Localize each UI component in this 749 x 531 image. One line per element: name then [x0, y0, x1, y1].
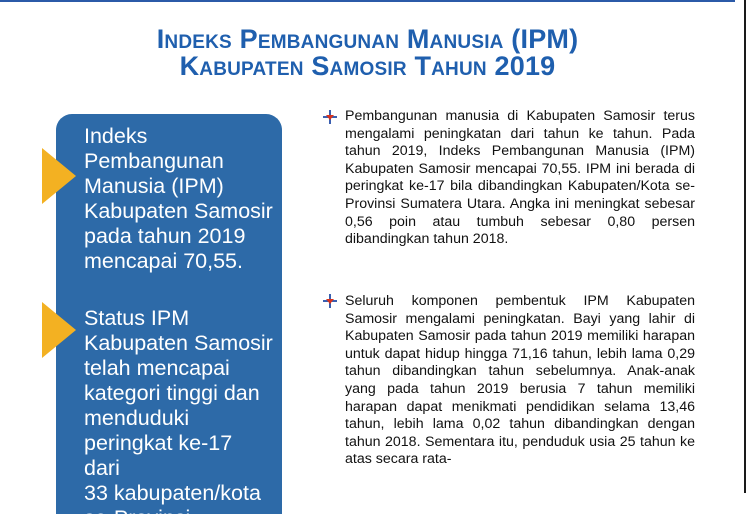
top-rule	[0, 0, 735, 2]
highlight-text: Status IPM Kabupaten Samosir telah mencapai kategori tinggi dan menduduki peringkat ke-17 dari 33 kabupaten/kota se-Provinsi	[84, 306, 273, 530]
paragraph: Seluruh komponen pembentuk IPM Kabupaten Samosir mengalami peningkatan. Bayi yang lahir di Kabupaten Samosir pada tahun 2019 memiliki harapan untuk dapat hidup hingga 71,16 tahun, lebih lama 0,29 tahun dibandingkan tahun sebelumnya. Anak-anak yang pada tahun 2019 berusia 7 tahun memiliki harapan dapat menikmati pendidikan selama 13,46 tahun, lebih lama 0,02 tahun dibandingkan dengan tahun 2018. Sementara itu, penduduk usia 25 tahun ke atas secara rata-	[345, 293, 695, 468]
arrow-bullet-icon	[322, 293, 338, 309]
chevron-pointer-icon	[42, 302, 76, 358]
page-edge	[744, 0, 746, 493]
arrow-bullet-icon	[322, 109, 338, 125]
highlight-text: Indeks Pembangunan Manusia (IPM) Kabupaten Samosir pada tahun 2019 mencapai 70,55.	[84, 124, 273, 273]
page-title-line1: Indeks Pembangunan Manusia (IPM)	[156, 24, 579, 54]
page-title-line2: Kabupaten Samosir Tahun 2019	[179, 51, 556, 81]
chevron-pointer-icon	[42, 148, 76, 204]
paragraph: Pembangunan manusia di Kabupaten Samosir terus mengalami peningkatan dari tahun ke tahun. Pada tahun 2019, Indeks Pembangunan Manusia (IPM) Kabupaten Samosir mencapai 70,55. IPM ini berada di peringkat ke-17 bila dibandingkan Kabupaten/Kota se-Provinsi Sumatera Utara. Angka ini meningkat sebesar 0,56 poin atau tumbuh sebesar 0,80 persen dibandingkan tahun 2018.	[345, 108, 695, 248]
